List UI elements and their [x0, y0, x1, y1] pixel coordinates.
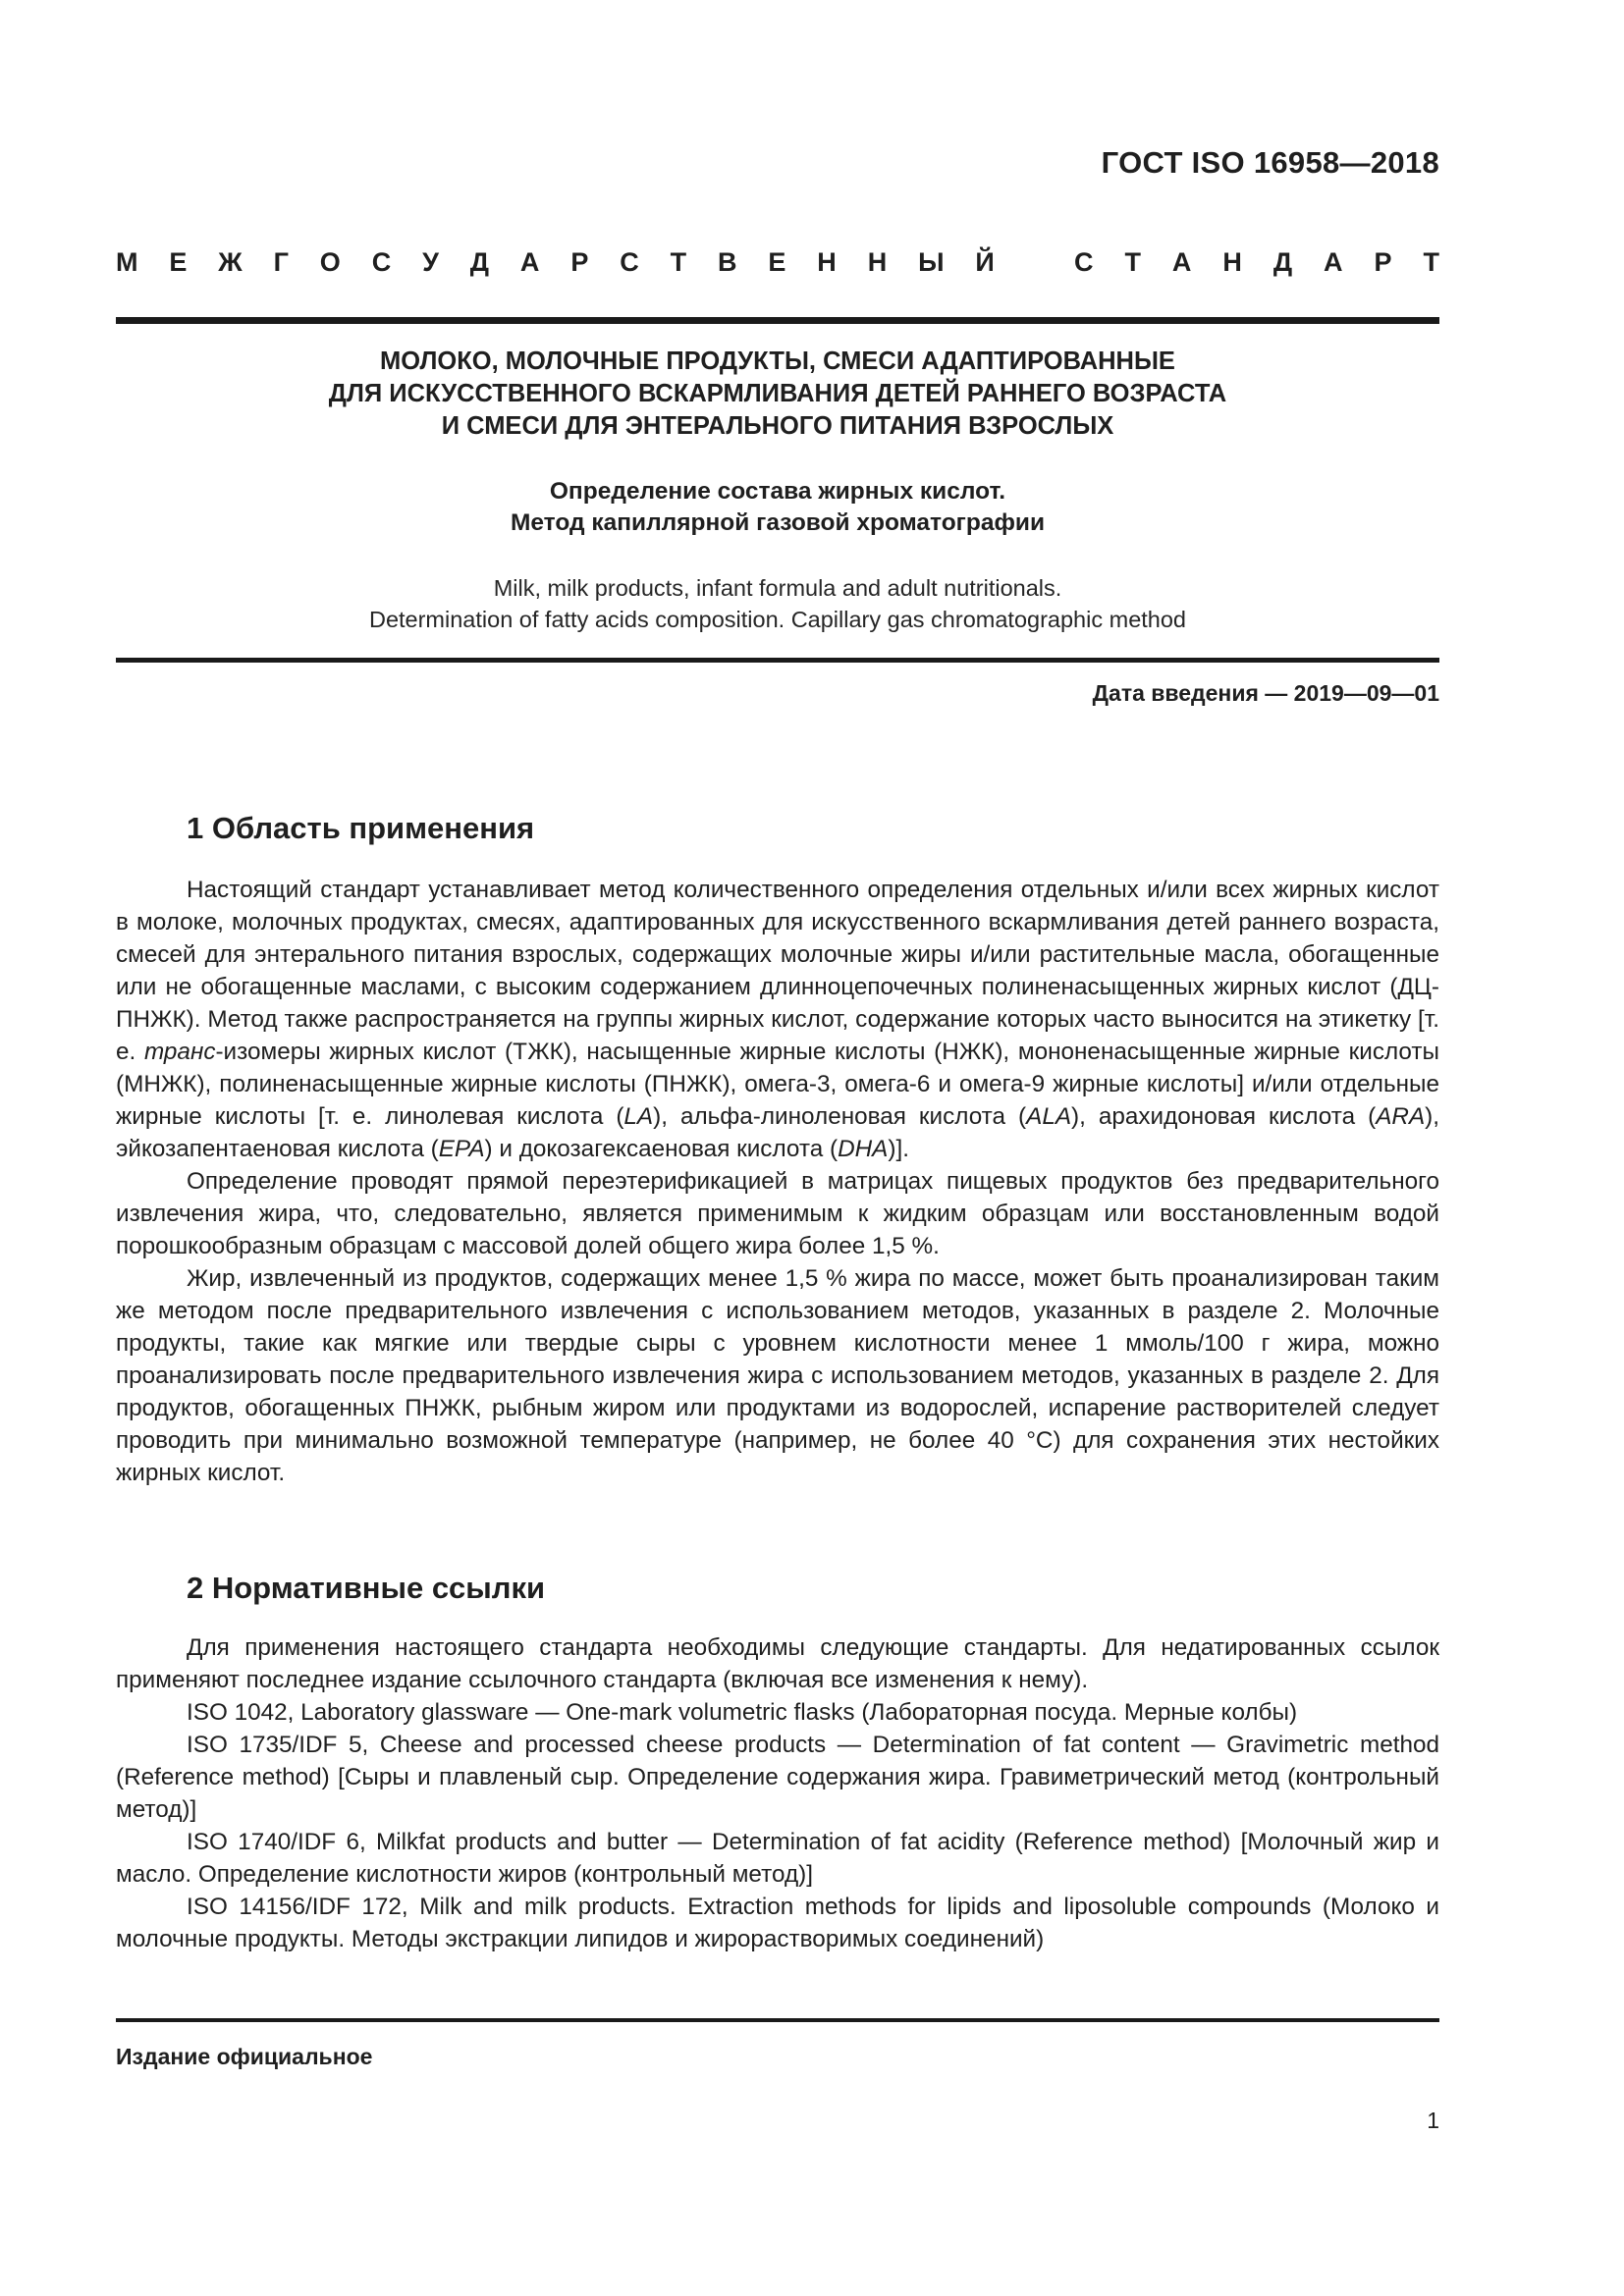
section-body-scope	[116, 874, 1439, 1489]
english-title-line: Milk, milk products, infant formula and adult nutritionals.	[493, 575, 1062, 601]
english-title-line: Determination of fatty acids composition. Capillary gas chromatographic method	[368, 607, 1187, 632]
paragraph: Настоящий стандарт устанавливает метод количественного определения отдельных и/или всех жирных кислот в молоке, молочных продуктах, смесях, адаптированных для искусственного вскармливания детей раннего возраста, смесей для энтерального питания взрослых, содержащих молочные жиры и/или растительные масла, обогащенные или не обогащенные маслами, с высоким содержанием длинноцепочечных полиненасыщенных жирных кислот (ДЦ-ПНЖК). Метод также распространяется на группы жирных кислот, содержание которых часто выносится на этикетку [т. е. транс-изомеры жирных кислот (ТЖК), насыщенные жирные кислоты (НЖК), мононенасыщенные жирные кислоты (МНЖК), полиненасыщенные жирные кислоты (ПНЖК), омега-3, омега-6 и омега-9 жирные кислоты] и/или отдельные жирные кислоты [т. е. линолевая кислота (LA), альфа-линоленовая кислота (ALA), арахидоновая кислота (ARA), эйкозапентаеновая кислота (EPA) и докозагексаеновая кислота (DHA)].	[116, 877, 1439, 1162]
reference-item: ISO 1042, Laboratory glassware — One-mark volumetric flasks (Лабораторная посуда. Мерные колбы)	[187, 1699, 1298, 1726]
title-line: И СМЕСИ ДЛЯ ЭНТЕРАЛЬНОГО ПИТАНИЯ ВЗРОСЛЫХ	[441, 412, 1114, 440]
subtitle-line: Метод капиллярной газовой хроматографии	[510, 509, 1046, 536]
paragraph: Жир, извлеченный из продуктов, содержащих менее 1,5 % жира по массе, может быть проанализирован таким же методом после предварительного извлечения с использованием методов, указанных в разделе 2. Молочные продукты, такие как мягкие или твердые сыры с уровнем кислотности менее 1 ммоль/100 г жира, можно проанализировать после предварительного извлечения жира с использованием методов, указанных в разделе 2. Для продуктов, обогащенных ПНЖК, рыбным жиром или продуктами из водорослей, испарение растворителей следует проводить при минимально возможной температуре (например, не более 40 °С) для сохранения этих нестойких жирных кислот.	[116, 1265, 1439, 1486]
section-body-normative-references	[116, 1631, 1439, 1955]
top-divider	[116, 317, 1439, 324]
document-page	[116, 0, 1439, 2296]
paragraph: Для применения настоящего стандарта необходимы следующие стандарты. Для недатированных ссылок применяют последнее издание ссылочного стандарта (включая все изменения к нему).	[116, 1634, 1439, 1693]
document-title	[116, 346, 1439, 443]
standard-kind	[116, 247, 1439, 278]
title-line: МОЛОКО, МОЛОЧНЫЕ ПРОДУКТЫ, СМЕСИ АДАПТИРОВАННЫЕ	[380, 347, 1175, 375]
english-title	[116, 572, 1439, 635]
introduction-date: Дата введения — 2019—09—01	[1092, 680, 1439, 706]
footer-divider	[116, 2018, 1439, 2022]
section-heading-normative-references: 2 Нормативные ссылки	[187, 1571, 546, 1605]
reference-item: ISO 14156/IDF 172, Milk and milk products. Extraction methods for lipids and liposoluble compounds (Молоко и молочные продукты. Методы экстракции липидов и жирорастворимых соединений)	[116, 1894, 1439, 1952]
reference-item: ISO 1740/IDF 6, Milkfat products and butter — Determination of fat acidity (Reference method) [Молочный жир и масло. Определение кислотности жиров (контрольный метод)]	[116, 1829, 1439, 1888]
document-number: ГОСТ ISO 16958—2018	[1101, 145, 1439, 180]
standard-kind-word-1: М Е Ж Г О С У Д А Р С Т В Е Н Н Ы Й	[116, 247, 995, 277]
title-divider	[116, 658, 1439, 663]
reference-item: ISO 1735/IDF 5, Cheese and processed cheese products — Determination of fat content — Gravimetric method (Reference method) [Сыры и плавленый сыр. Определение содержания жира. Гравиметрический метод (контрольный метод)]	[116, 1732, 1439, 1823]
standard-kind-word-2: С Т А Н Д А Р Т	[1074, 247, 1439, 277]
subtitle-line: Определение состава жирных кислот.	[549, 478, 1006, 505]
title-line: ДЛЯ ИСКУССТВЕННОГО ВСКАРМЛИВАНИЯ ДЕТЕЙ РАННЕГО ВОЗРАСТА	[328, 380, 1227, 407]
section-heading-scope: 1 Область применения	[187, 811, 535, 845]
paragraph: Определение проводят прямой переэтерификацией в матрицах пищевых продуктов без предварительного извлечения жира, что, следовательно, является применимым к жидким образцам или восстановленным водой порошкообразным образцам с массовой долей общего жира более 1,5 %.	[116, 1168, 1439, 1259]
document-subtitle	[116, 476, 1439, 539]
edition-label: Издание официальное	[116, 2044, 373, 2069]
page-number: 1	[1427, 2108, 1439, 2133]
